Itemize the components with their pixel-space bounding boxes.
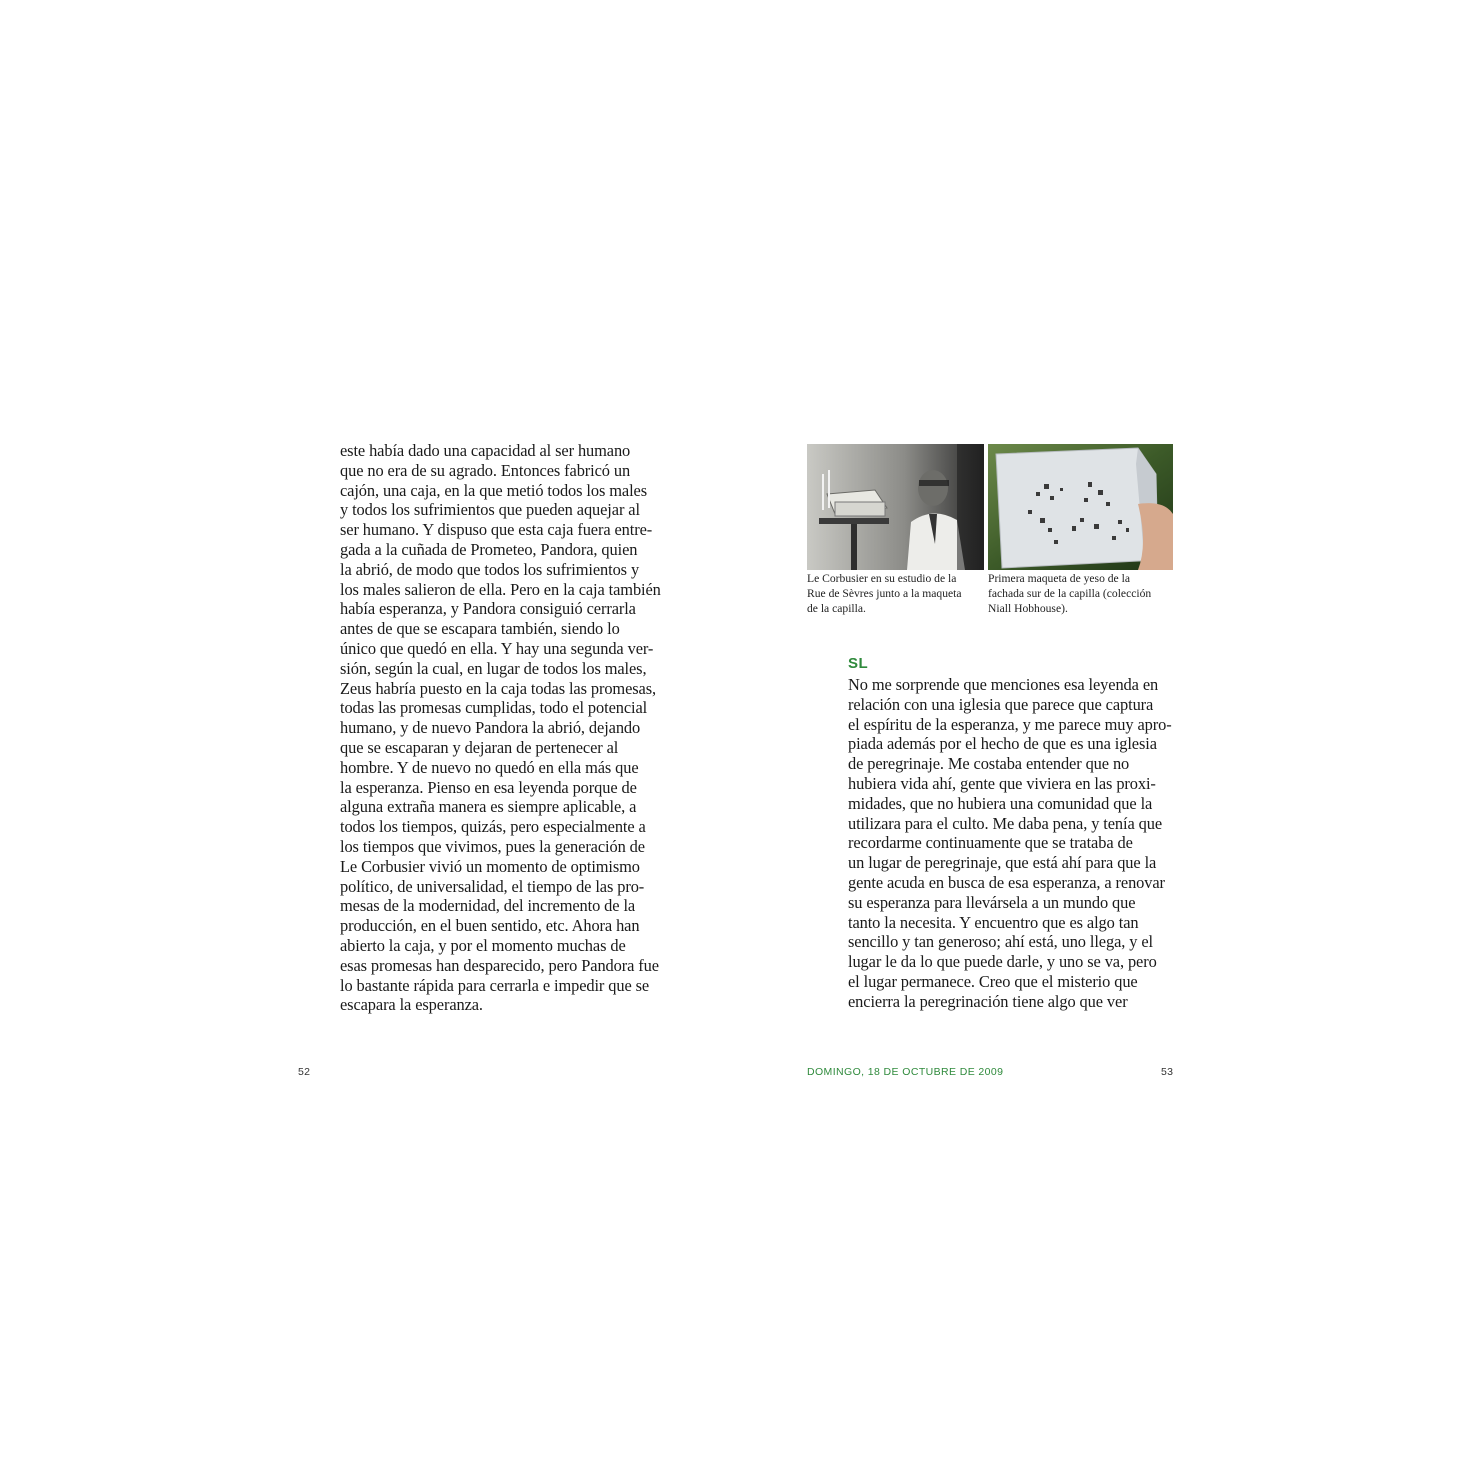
text-line: que no era de su agrado. Entonces fabricó un xyxy=(340,460,631,480)
page-number-left: 52 xyxy=(298,1066,311,1078)
left-page-text xyxy=(340,441,670,1015)
text-line: un lugar de peregrinaje, que está ahí para que la xyxy=(848,853,1157,873)
text-line: todas las promesas cumplidas, todo el potencial xyxy=(340,698,648,718)
text-line: lugar le da lo que puede darle, y uno se va, pero xyxy=(848,952,1157,972)
text-line: había esperanza, y Pandora consiguió cerrarla xyxy=(340,599,636,619)
text-line: abierto la caja, y por el momento muchas de xyxy=(340,935,626,955)
text-line: antes de que se escapara también, siendo lo xyxy=(340,619,620,639)
speaker-label: SL xyxy=(848,655,869,672)
text-line: el lugar permanece. Creo que el misterio que xyxy=(848,971,1138,991)
text-line: mesas de la modernidad, del incremento de la xyxy=(340,896,636,916)
text-line: hubiera vida ahí, gente que viviera en las proxi- xyxy=(848,773,1156,793)
text-line: la abrió, de modo que todos los sufrimientos y xyxy=(340,559,640,579)
text-line: único que quedó en ella. Y hay una segunda ver- xyxy=(340,638,654,658)
text-line: escapara la esperanza. xyxy=(340,995,483,1015)
photo-plaster-model xyxy=(988,444,1173,570)
text-line: ser humano. Y dispuso que esta caja fuera entre- xyxy=(340,520,653,540)
text-line: de peregrinaje. Me costaba entender que no xyxy=(848,754,1130,774)
text-line: humano, y de nuevo Pandora la abrió, dejando xyxy=(340,718,641,738)
page-number-right: 53 xyxy=(1161,1066,1174,1078)
text-line: este había dado una capacidad al ser humano xyxy=(340,441,631,460)
text-line: relación con una iglesia que parece que captura xyxy=(848,694,1154,714)
text-line: gente acuda en busca de esa esperanza, a renovar xyxy=(848,872,1165,892)
text-line: sencillo y tan generoso; ahí está, uno llega, y el xyxy=(848,932,1153,952)
text-line: Zeus habría puesto en la caja todas las promesas, xyxy=(340,678,656,698)
text-line: producción, en el buen sentido, etc. Ahora han xyxy=(340,916,640,936)
text-line: encierra la peregrinación tiene algo que ver xyxy=(848,991,1128,1011)
text-line: No me sorprende que menciones esa leyenda en xyxy=(848,675,1159,694)
photo-caption xyxy=(807,572,984,616)
caption-line: Rue de Sèvres junto a la maqueta xyxy=(807,586,962,600)
photo-caption xyxy=(988,572,1173,616)
text-line: y todos los sufrimientos que pueden aquejar al xyxy=(340,500,640,520)
text-line: Le Corbusier vivió un momento de optimismo xyxy=(340,856,640,876)
right-page-text xyxy=(848,675,1178,1012)
text-line: el espíritu de la esperanza, y me parece muy apro- xyxy=(848,714,1172,734)
text-line: hombre. Y de nuevo no quedó en ella más que xyxy=(340,757,639,777)
text-line: que se escaparan y dejaran de pertenecer al xyxy=(340,737,619,757)
text-line: los tiempos que vivimos, pues la generación de xyxy=(340,836,645,856)
text-line: gada a la cuñada de Prometeo, Pandora, quien xyxy=(340,539,638,559)
text-line: político, de universalidad, el tiempo de las pro- xyxy=(340,876,645,896)
text-line: recordarme continuamente que se trataba de xyxy=(848,833,1133,853)
text-line: midades, que no hubiera una comunidad que la xyxy=(848,793,1153,813)
text-line: todos los tiempos, quizás, pero especialmente a xyxy=(340,817,646,837)
text-line: piada además por el hecho de que es una iglesia xyxy=(848,734,1157,754)
text-line: alguna extraña manera es siempre aplicable, a xyxy=(340,797,637,817)
caption-line: de la capilla. xyxy=(807,601,866,615)
text-line: los males salieron de ella. Pero en la caja también xyxy=(340,579,661,599)
text-line: su esperanza para llevársela a un mundo que xyxy=(848,892,1136,912)
text-line: esas promesas han desparecido, pero Pandora fue xyxy=(340,955,659,975)
text-line: tanto la necesita. Y encuentro que es algo tan xyxy=(848,912,1139,932)
caption-line: fachada sur de la capilla (colección xyxy=(988,586,1152,600)
text-line: sión, según la cual, en lugar de todos los males, xyxy=(340,658,647,678)
running-head: DOMINGO, 18 DE OCTUBRE DE 2009 xyxy=(807,1066,1004,1078)
photo-le-corbusier-studio xyxy=(807,444,984,570)
caption-line: Le Corbusier en su estudio de la xyxy=(807,572,957,585)
text-line: lo bastante rápida para cerrarla e impedir que se xyxy=(340,975,650,995)
caption-line: Primera maqueta de yeso de la xyxy=(988,572,1130,585)
text-line: cajón, una caja, en la que metió todos los males xyxy=(340,480,647,500)
caption-line: Niall Hobhouse). xyxy=(988,601,1068,615)
text-line: utilizara para el culto. Me daba pena, y tenía que xyxy=(848,813,1163,833)
text-line: la esperanza. Pienso en esa leyenda porque de xyxy=(340,777,637,797)
